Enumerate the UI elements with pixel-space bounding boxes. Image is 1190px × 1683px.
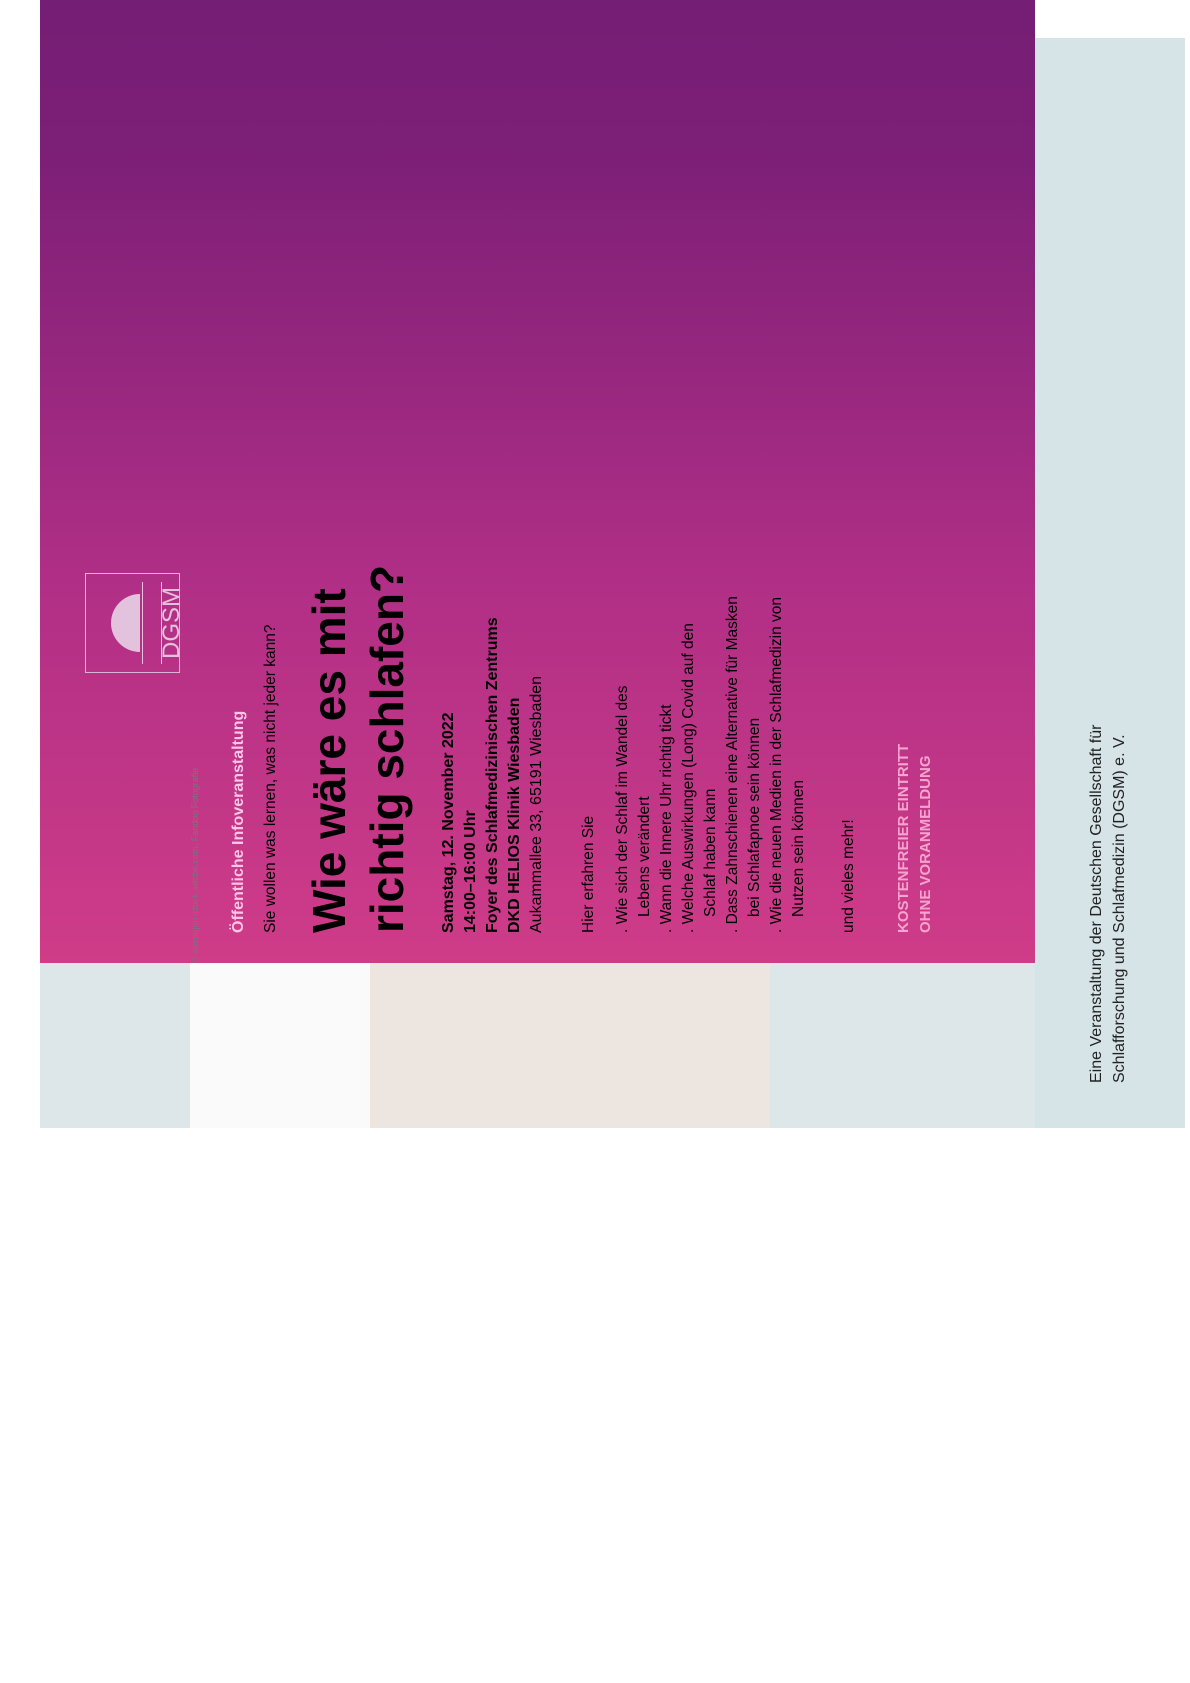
intro-question: Sie wollen was lernen, was nicht jeder kann? xyxy=(262,624,279,933)
photo-credit: © anzelgen-stock.adobe.com, Fandoo Fotografie xyxy=(190,767,200,963)
topic-item: . Wann die Innere Uhr richtig tickt xyxy=(658,704,675,933)
headline xyxy=(300,565,416,933)
more-text: und vieles mehr! xyxy=(840,819,857,933)
organizer-line: Schlafforschung und Schlafmedizin (DGSM) e. V. xyxy=(1111,734,1128,1083)
topic-item: . Dass Zahnschienen eine Alternative für Masken xyxy=(724,596,741,933)
topic-item: . Wie sich der Schlaf im Wandel des xyxy=(614,685,631,933)
event-type: Öffentliche Infoveranstaltung xyxy=(230,710,247,933)
topic-item: . Wie die neuen Medien in der Schlafmedizin von xyxy=(768,596,785,933)
topic-item: . Welche Auswirkungen (Long) Covid auf den xyxy=(680,623,697,933)
topic-item-cont: bei Schlafapnoe sein können xyxy=(746,717,763,917)
event-time: 14:00–16:00 Uhr xyxy=(462,810,479,933)
dgsm-logo xyxy=(85,573,185,673)
logo-sun-icon xyxy=(111,594,140,652)
organizer-note xyxy=(1085,83,1131,1083)
topic-list xyxy=(612,596,810,933)
topic-item-cont: Lebens verändert xyxy=(636,796,653,917)
pillow xyxy=(190,963,370,1128)
learn-intro: Hier erfahren Sie xyxy=(580,815,597,933)
organizer-line: Eine Veranstaltung der Deutschen Gesellschaft für xyxy=(1088,724,1105,1083)
event-clinic: DKD HELIOS Klinik Wiesbaden xyxy=(506,697,523,933)
headline-line: richtig schlafen? xyxy=(361,564,413,933)
no-registration: OHNE VORANMELDUNG xyxy=(917,755,934,933)
event-venue: Foyer des Schlafmedizinischen Zentrums xyxy=(484,617,501,933)
event-date: Samstag, 12. November 2022 xyxy=(440,712,457,933)
headline-line: Wie wäre es mit xyxy=(303,588,355,933)
logo-label: DGSM xyxy=(158,587,185,659)
event-address: Aukammallee 33, 65191 Wiesbaden xyxy=(528,675,545,933)
topic-item-cont: Schlaf haben kann xyxy=(702,788,719,917)
topic-item-cont: Nutzen sein können xyxy=(790,779,807,917)
free-entry: KOSTENFREIER EINTRITT xyxy=(895,743,912,933)
